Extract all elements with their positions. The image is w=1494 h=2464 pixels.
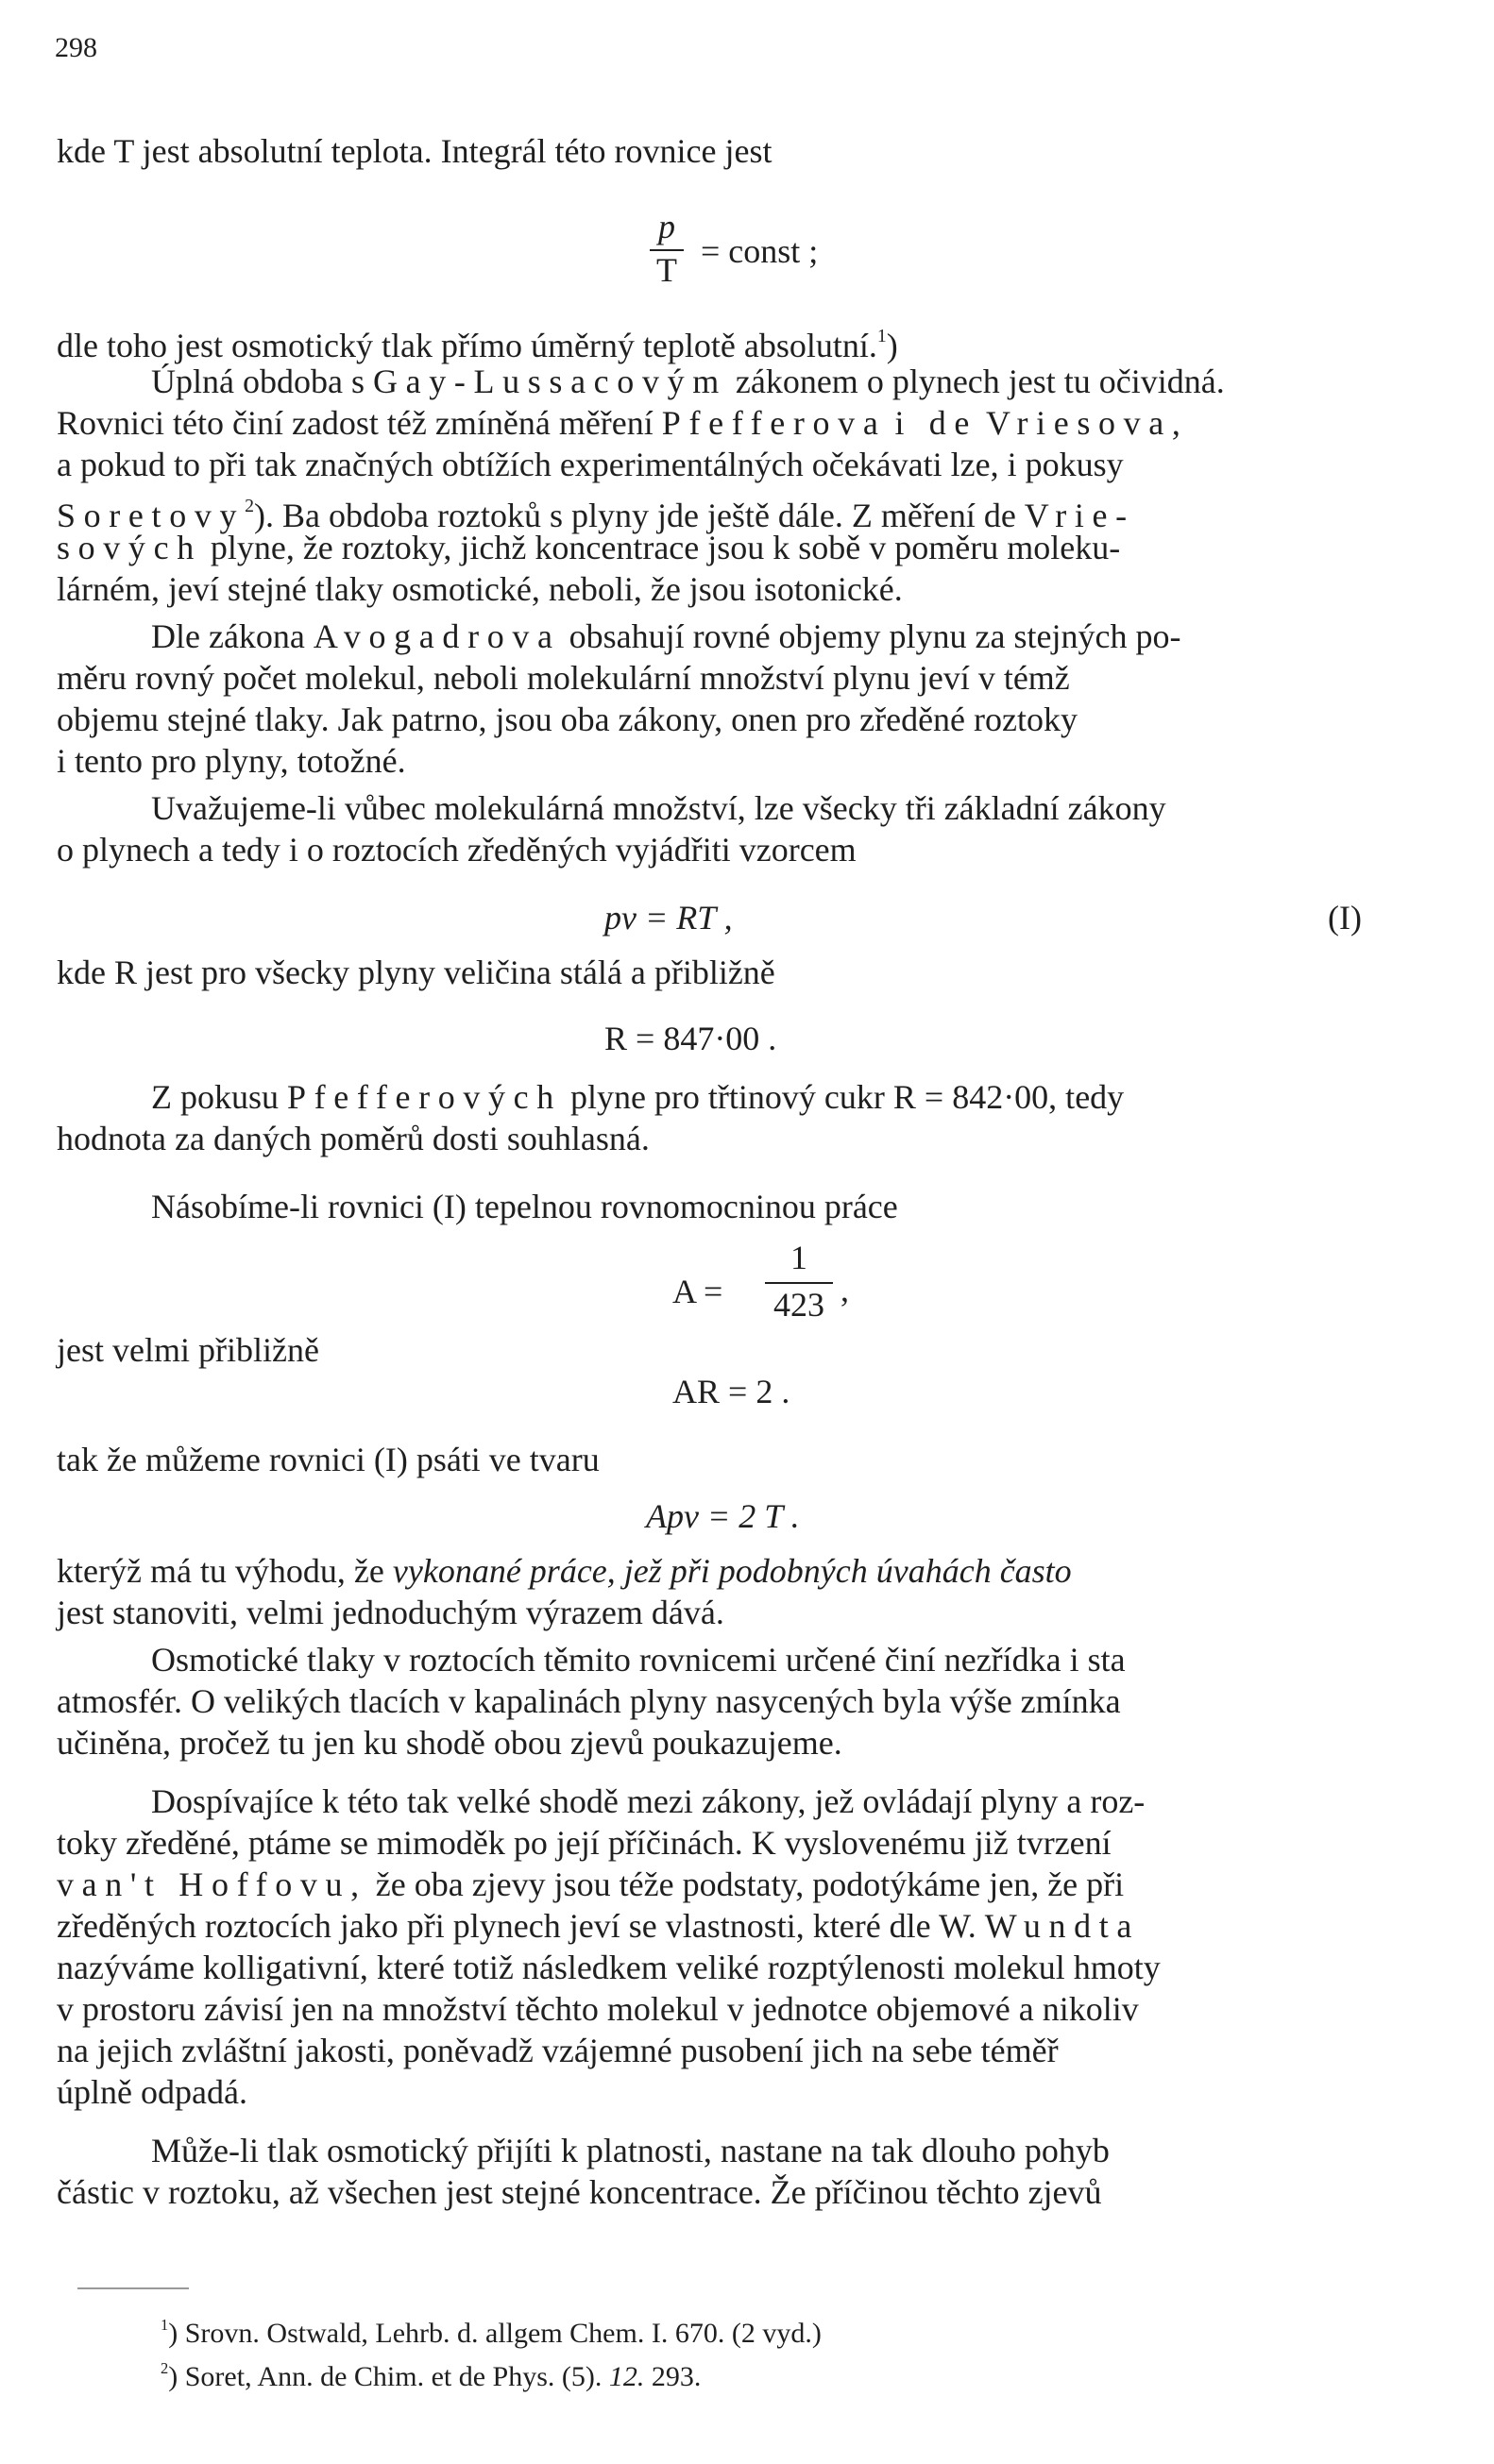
footnote-2: $^2$) Soret, Ann. de Chim. et de Phys. (5). 12. 293. [161,2359,702,2393]
text-line: Dle zákona Avogadrova obsahují rovné objemy plynu za stejných po- [151,617,1181,655]
equation-AR: AR = 2 . [672,1373,790,1410]
text-line: hodnota za daných poměrů dosti souhlasná. [57,1120,650,1157]
text-line: v prostoru závisí jen na množství těchto molekul v jednotce objemové a nikoliv [57,1990,1139,2028]
text-line: Osmotické tlaky v roztocích těmito rovnicemi určené činí nezřídka i sta [151,1641,1126,1679]
text-line: učiněna, pročež tu jen ku shodě obou zjevů poukazujeme. [57,1724,842,1762]
text-line: úplně odpadá. [57,2073,247,2111]
footnote-ref-2: 2 [245,496,255,516]
equation-r-value: R = 847·00 . [604,1020,777,1057]
text-line: Násobíme-li rovnici (I) tepelnou rovnomocninou práce [151,1188,898,1225]
text-line: zředěných roztocích jako při plynech jeví se vlastnosti, které dle W. Wundta [57,1907,1141,1945]
text-line: o plynech a tedy i o roztocích zředěných vyjádřiti vzorcem [57,831,857,869]
text-line: Úplná obdoba s Gay-Lussacovým zákonem o plynech jest tu očividná. [151,363,1225,400]
text-line: van't Hoffovu, že oba zjevy jsou téže podstaty, podotýkáme jen, že při [57,1865,1125,1903]
text-line: kterýž má tu výhodu, že vykonané práce, jež při podobných úvahách často [57,1552,1072,1590]
page-number: 298 [55,32,97,63]
text-line: jest stanoviti, velmi jednoduchým výrazem dává. [57,1594,724,1631]
text-line: toky zředěné, ptáme se mimoděk po její příčinách. K vyslovenému již tvrzení [57,1824,1112,1862]
text-line: sových plyne, že roztoky, jichž koncentrace jsou k sobě v poměru moleku- [57,529,1121,566]
text-line: měru rovný počet molekul, neboli molekulární množství plynu jeví v témž [57,659,1070,697]
text-line: Soretovy$^2$). Ba obdoba roztoků s plyny jde ještě dále. Z měření de Vrie- [57,496,1135,534]
text-line: tak že můžeme rovnici (I) psáti ve tvaru [57,1441,600,1478]
text-line: lárném, jeví stejné tlaky osmotické, neboli, že jsou isotonické. [57,570,903,608]
equation-label: (I) [1328,899,1362,937]
equation-A-lhs: A = [672,1273,723,1310]
text-line: kde T jest absolutní teplota. Integrál této rovnice jest [57,132,772,170]
text-line: nazýváme kolligativní, které totiž následkem veliké rozptýlenosti molekul hmoty [57,1949,1161,1986]
equation-const: = const ; [701,232,819,270]
equation-ideal-gas: pv = RT , [604,899,733,937]
text-line: jest velmi přibližně [57,1331,319,1369]
text-line: i tento pro plyny, totožné. [57,742,406,780]
text-line: a pokud to při tak značných obtížích experimentálných očekávati lze, i pokusy [57,446,1124,483]
footnote-rule [77,2287,189,2289]
footnote-1: $^1$) Srovn. Ostwald, Lehrb. d. allgem Chem. I. 670. (2 vyd.) [161,2316,822,2350]
text-line: Může-li tlak osmotický přijíti k platnosti, nastane na tak dlouho pohyb [151,2132,1110,2169]
numerator-p: p [658,208,675,245]
equation-Apv: Apv = 2 T . [646,1497,800,1535]
text-line: objemu stejné tlaky. Jak patrno, jsou oba zákony, onen pro zředěné roztoky [57,700,1078,738]
denominator-T: T [656,251,677,289]
text-line: kde R jest pro všecky plyny veličina stálá a přibližně [57,954,775,991]
text-line: Dospívajíce k této tak velké shodě mezi zákony, jež ovládají plyny a roz- [151,1782,1146,1820]
text-line: na jejich zvláštní jakosti, poněvadž vzájemné pusobení jich na sebe téměř [57,2032,1059,2069]
equation-comma: , [840,1271,849,1308]
text-line: Rovnici této činí zadost též zmíněná měření Pfefferova i de Vriesova, [57,404,1189,442]
denominator-423: 423 [773,1286,824,1324]
numerator-1: 1 [790,1239,807,1276]
fraction-bar [765,1282,833,1284]
text-line: částic v roztoku, až všechen jest stejné koncentrace. Že příčinou těchto zjevů [57,2173,1102,2211]
text-line: atmosfér. O velikých tlacích v kapalinách plyny nasycených byla výše zmínka [57,1682,1121,1720]
text-line: dle toho jest osmotický tlak přímo úměrný teplotě absolutní.$^1$) [57,326,898,364]
text-line: Z pokusu Pfefferových plyne pro třtinový cukr R = 842·00, tedy [151,1078,1125,1116]
footnote-ref-1: 1 [876,326,887,346]
text-line: Uvažujeme-li vůbec molekulárná množství, lze všecky tři základní zákony [151,789,1166,827]
